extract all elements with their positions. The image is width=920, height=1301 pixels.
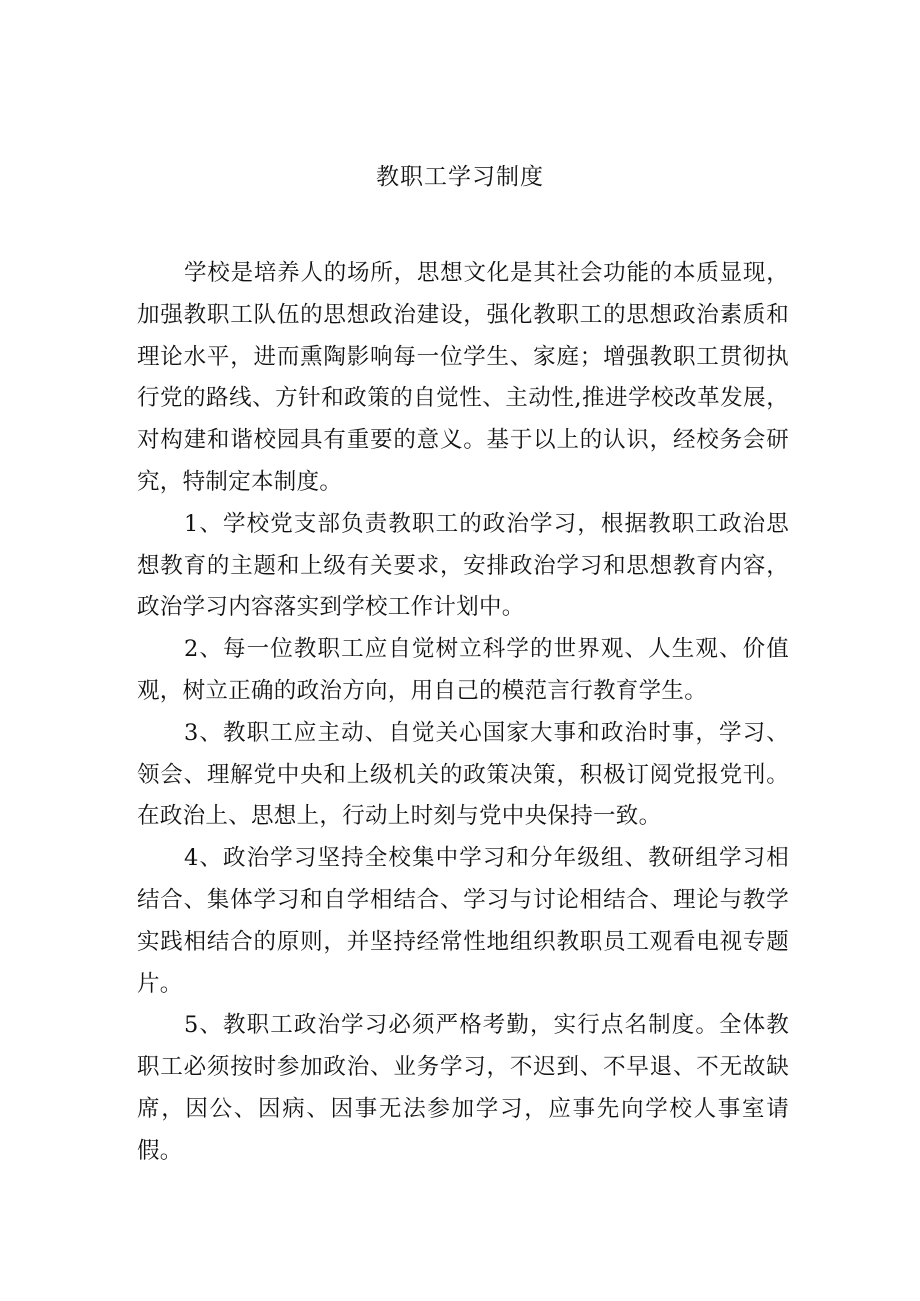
rule-paragraph-3: 3、教职工应主动、自觉关心国家大事和政治时事，学习、领会、理解党中央和上级机关的政策决策，积极订阅党报党刊。在政治上、思想上，行动上时刻与党中央保持一致。 xyxy=(137,719,789,830)
document-body xyxy=(137,253,789,1173)
rule-paragraph-4: 4、政治学习坚持全校集中学习和分年级组、教研组学习相结合、集体学习和自学相结合、学习与讨论相结合、理论与教学实践相结合的原则，并坚持经常性地组织教职员工观看电视专题片。 xyxy=(137,845,789,997)
intro-paragraph: 学校是培养人的场所，思想文化是其社会功能的本质显现，加强教职工队伍的思想政治建设，强化教职工的思想政治素质和理论水平，进而熏陶影响每一位学生、家庭；增强教职工贯彻执行党的路线、方针和政策的自觉性、主动性,推进学校改革发展，对构建和谐校园具有重要的意义。基于以上的认识，经校务会研究，特制定本制度。 xyxy=(137,260,789,495)
document-title: 教职工学习制度 xyxy=(376,164,544,190)
rule-paragraph-5: 5、教职工政治学习必须严格考勤，实行点名制度。全体教职工必须按时参加政治、业务学习，不迟到、不早退、不无故缺席，因公、因病、因事无法参加学习，应事先向学校人事室请假。 xyxy=(137,1012,789,1164)
rule-paragraph-1: 1、学校党支部负责教职工的政治学习，根据教职工政治思想教育的主题和上级有关要求，安排政治学习和思想教育内容，政治学习内容落实到学校工作计划中。 xyxy=(137,510,789,621)
rule-paragraph-2: 2、每一位教职工应自觉树立科学的世界观、人生观、价值观，树立正确的政治方向，用自己的模范言行教育学生。 xyxy=(137,636,789,704)
